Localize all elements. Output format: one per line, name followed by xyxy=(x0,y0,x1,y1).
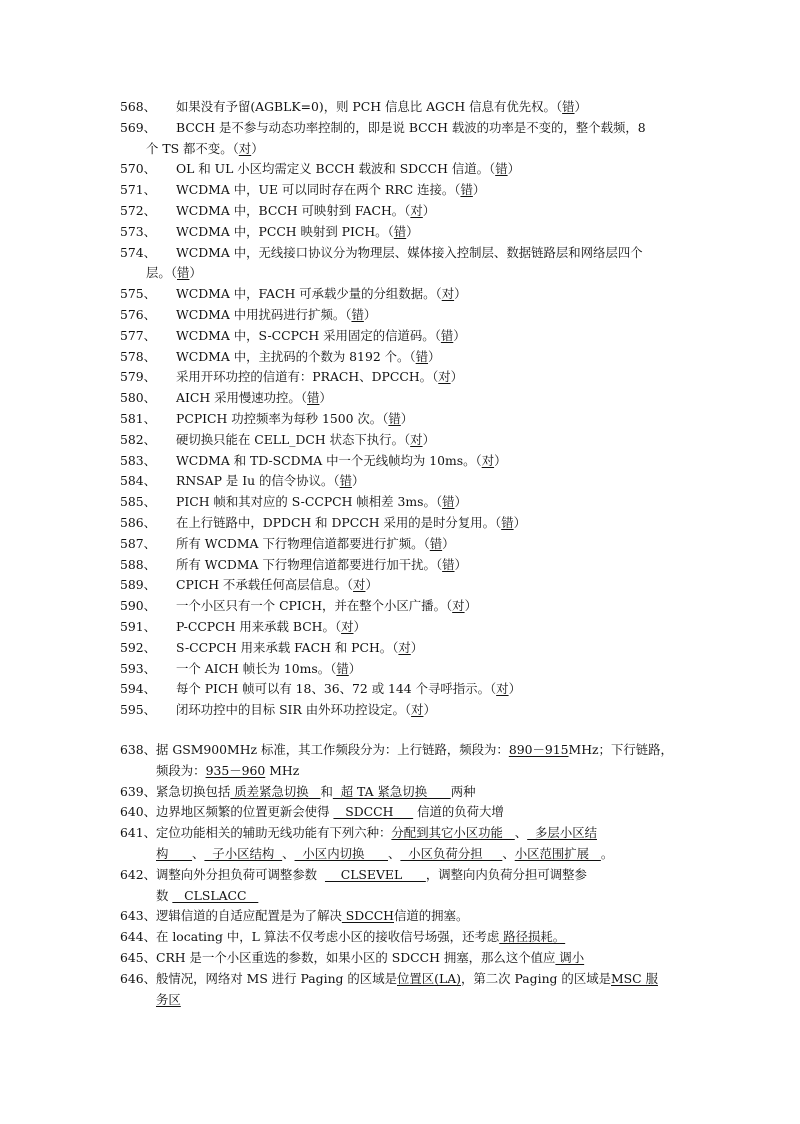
question-641: 641、 定位功能相关的辅助无线功能有下列六种：分配到其它小区功能 、 多层小区结 构 、 子小区结构 、 小区内切换 、 小区负荷分担 、小区范围扩展 。 xyxy=(120,825,614,861)
question-number: 586、 xyxy=(120,514,157,530)
answer-mark: 错 xyxy=(495,161,508,177)
question-item: 581、 PCPICH 功控频率为每秒 1500 次。（错） xyxy=(120,409,690,430)
question-number: 570、 xyxy=(120,161,157,177)
question-text: 闭环功控中的目标 SIR 由外环功控设定。 xyxy=(176,702,405,718)
question-text: 如果没有予留(AGBLK=0)，则 PCH 信息比 AGCH 信息有优先权。 xyxy=(176,99,556,114)
answer-mark: 错 xyxy=(339,473,352,489)
question-text: 一个 AICH 帧长为 10ms。 xyxy=(176,660,331,676)
question-item: 584、 RNSAP 是 Iu 的信令协议。（错） xyxy=(120,471,690,492)
question-text: 所有 WCDMA 下行物理信道都要进行加干扰。 xyxy=(176,556,436,572)
question-text: 一个小区只有一个 CPICH，并在整个小区广播。 xyxy=(176,598,446,614)
answer-mark: 对 xyxy=(353,577,366,593)
question-text: WCDMA 和 TD-SCDMA 中一个无线帧均为 10ms。 xyxy=(176,452,476,468)
answer-mark: 对 xyxy=(341,618,354,634)
answer-blank: 890－915 xyxy=(508,742,569,757)
answer-blank: 质差紧急切换 xyxy=(230,783,321,799)
question-item: 573、 WCDMA 中，PCCH 映射到 PICH。（错） xyxy=(120,222,690,243)
answer-blank: 子小区结构 xyxy=(204,845,283,861)
question-item: 591、 P-CCPCH 用来承载 BCH。（对） xyxy=(120,617,690,638)
question-642: 642、 调整向外分担负荷可调整参数 CLSEVEL ，调整向内负荷分担可调整参 数 CLSLACC xyxy=(120,866,587,903)
answer-mark: 对 xyxy=(496,681,509,697)
answer-mark: 对 xyxy=(398,639,411,655)
answer-mark: 错 xyxy=(442,494,455,510)
question-text: OL 和 UL 小区均需定义 BCCH 载波和 SDCCH 信道。 xyxy=(176,161,489,177)
question-text: 所有 WCDMA 下行物理信道都要进行扩频。 xyxy=(176,535,424,551)
question-item: 588、 所有 WCDMA 下行物理信道都要进行加干扰。（错） xyxy=(120,555,690,576)
question-item: 586、 在上行链路中，DPDCH 和 DPCCH 采用的是时分复用。（错） xyxy=(120,513,690,534)
question-number: 575、 xyxy=(120,286,157,302)
question-item: 568、 如果没有予留(AGBLK=0)，则 PCH 信息比 AGCH 信息有优先权。（错） xyxy=(120,97,690,118)
answer-blank: MSC 服 xyxy=(611,970,658,986)
answer-mark: 对 xyxy=(238,140,252,156)
question-number: 579、 xyxy=(120,369,157,385)
question-639: 639、 紧急切换包括 质差紧急切换 和 超 TA 紧急切换 两种 xyxy=(120,783,476,799)
question-number: 595、 xyxy=(120,702,157,718)
answer-mark: 对 xyxy=(411,702,424,718)
question-text: P-CCPCH 用来承载 BCH。 xyxy=(176,618,335,634)
question-number: 578、 xyxy=(120,348,157,364)
question-item: 582、 硬切换只能在 CELL_DCH 状态下执行。（对） xyxy=(120,430,690,451)
answer-blank: 小区范围扩展 xyxy=(514,845,601,861)
question-646: 646、 般情况，网络对 MS 进行 Paging 的区域是位置区(LA)，第二次 Paging 的区域是MSC 服 务区 xyxy=(120,970,658,1007)
question-text: WCDMA 中，主扰码的个数为 8192 个。 xyxy=(176,348,410,364)
question-text: WCDMA 中，PCCH 映射到 PICH。 xyxy=(176,223,388,239)
answer-blank: 构 xyxy=(156,845,193,861)
question-number: 594、 xyxy=(120,681,157,697)
question-text: WCDMA 中，FACH 可承载少量的分组数据。 xyxy=(176,286,436,302)
question-number: 585、 xyxy=(120,494,157,510)
answer-blank: 务区 xyxy=(156,991,181,1007)
question-item: 593、 一个 AICH 帧长为 10ms。（错） xyxy=(120,659,690,680)
question-text: WCDMA 中用扰码进行扩频。 xyxy=(176,306,346,322)
answer-mark: 错 xyxy=(460,182,473,198)
question-number: 571、 xyxy=(120,182,157,198)
question-item: 571、 WCDMA 中，UE 可以同时存在两个 RRC 连接。（错） xyxy=(120,180,690,201)
question-item: 574、 WCDMA 中，无线接口协议分为物理层、媒体接入控制层、数据链路层和网络层四个 层。（错） xyxy=(120,244,643,281)
question-text: PCPICH 功控频率为每秒 1500 次。 xyxy=(176,410,383,426)
question-item: 587、 所有 WCDMA 下行物理信道都要进行扩频。（错） xyxy=(120,534,690,555)
answer-blank: 分配到其它小区功能 xyxy=(391,825,515,841)
answer-mark: 对 xyxy=(410,202,423,218)
question-text: WCDMA 中，UE 可以同时存在两个 RRC 连接。 xyxy=(176,182,455,198)
question-number: 581、 xyxy=(120,410,157,426)
answer-mark: 对 xyxy=(441,286,455,302)
question-number: 583、 xyxy=(120,452,157,468)
question-text-continued: 层。 xyxy=(146,265,171,281)
question-number: 591、 xyxy=(120,618,157,634)
question-number: 573、 xyxy=(120,223,157,239)
question-text: CPICH 不承载任何高层信息。 xyxy=(176,577,347,593)
question-item: 577、 WCDMA 中，S-CCPCH 采用固定的信道码。（错） xyxy=(120,326,690,347)
question-item: 569、 BCCH 是不参与动态功率控制的，即是说 BCCH 载波的功率是不变的，整个载频，8 个 TS 都不变。（对） xyxy=(120,119,646,156)
question-item: 589、 CPICH 不承载任何高层信息。（对） xyxy=(120,575,690,596)
question-text: WCDMA 中，BCCH 可映射到 FACH。 xyxy=(176,202,405,218)
answer-mark: 错 xyxy=(440,327,454,343)
question-number: 568、 xyxy=(120,99,157,114)
question-640: 640、 边界地区频繁的位置更新会使得 SDCCH 信道的负荷大增 xyxy=(120,804,504,820)
question-item: 590、 一个小区只有一个 CPICH，并在整个小区广播。（对） xyxy=(120,596,690,617)
answer-blank: 调小 xyxy=(555,949,585,965)
answer-blank: SDCCH xyxy=(333,804,414,820)
question-number: 572、 xyxy=(120,202,157,218)
question-number: 592、 xyxy=(120,639,157,655)
question-text: WCDMA 中，无线接口协议分为物理层、媒体接入控制层、数据链路层和网络层四个 xyxy=(176,244,643,260)
question-item: 592、 S-CCPCH 用来承载 FACH 和 PCH。（对） xyxy=(120,638,690,659)
answer-mark: 对 xyxy=(481,452,495,468)
answer-mark: 错 xyxy=(442,556,455,572)
question-number: 584、 xyxy=(120,473,157,489)
fill-in-question-list xyxy=(120,740,690,1010)
question-item: 578、 WCDMA 中，主扰码的个数为 8192 个。（错） xyxy=(120,347,690,368)
answer-blank: 935－960 xyxy=(205,762,266,778)
question-text: BCCH 是不参与动态功率控制的，即是说 BCCH 载波的功率是不变的，整个载频，8 xyxy=(176,119,646,135)
question-number: 569、 xyxy=(120,119,157,135)
answer-mark: 错 xyxy=(415,348,429,364)
true-false-question-list xyxy=(120,97,690,721)
answer-mark: 错 xyxy=(562,99,575,114)
answer-blank: 小区负荷分担 xyxy=(400,845,503,861)
answer-mark: 对 xyxy=(438,369,451,385)
question-number: 587、 xyxy=(120,535,157,551)
question-item: 583、 WCDMA 和 TD-SCDMA 中一个无线帧均为 10ms。（对） xyxy=(120,451,690,472)
question-638: 638、 据 GSM900MHz 标准，其工作频段分为：上行链路，频段为：890－915MHz；下行链路， 频段为：935－960 MHz xyxy=(120,742,673,778)
question-text: S-CCPCH 用来承载 FACH 和 PCH。 xyxy=(176,639,393,655)
question-text: WCDMA 中，S-CCPCH 采用固定的信道码。 xyxy=(176,327,435,343)
question-item: 594、 每个 PICH 帧可以有 18、36、72 或 144 个寻呼指示。（对） xyxy=(120,679,690,700)
question-item: 585、 PICH 帧和其对应的 S-CCPCH 帧相差 3ms。（错） xyxy=(120,492,690,513)
answer-mark: 错 xyxy=(351,306,364,322)
question-number: 576、 xyxy=(120,306,157,322)
answer-mark: 对 xyxy=(410,431,423,447)
answer-blank: SDCCH xyxy=(341,908,394,924)
question-text: 在上行链路中，DPDCH 和 DPCCH 采用的是时分复用。 xyxy=(176,514,495,530)
question-text: AICH 采用慢速功控。 xyxy=(176,390,301,406)
answer-mark: 错 xyxy=(336,660,349,676)
question-643: 643、 逻辑信道的自适应配置是为了解决 SDCCH信道的拥塞。 xyxy=(120,908,469,924)
question-text: 每个 PICH 帧可以有 18、36、72 或 144 个寻呼指示。 xyxy=(176,681,490,697)
answer-mark: 错 xyxy=(307,390,320,406)
answer-mark: 错 xyxy=(429,535,443,551)
question-number: 589、 xyxy=(120,577,157,593)
question-text: 硬切换只能在 CELL_DCH 状态下执行。 xyxy=(176,431,404,447)
question-text: PICH 帧和其对应的 S-CCPCH 帧相差 3ms。 xyxy=(176,494,436,510)
answer-mark: 错 xyxy=(501,514,514,530)
answer-blank: 小区内切换 xyxy=(294,845,388,861)
question-item: 579、 采用开环功控的信道有：PRACH、DPCCH。（对） xyxy=(120,367,690,388)
answer-blank: 多层小区结 xyxy=(527,825,597,841)
question-text-continued: 个 TS 都不变。 xyxy=(146,140,233,156)
answer-blank: CLSEVEL xyxy=(324,866,426,882)
question-item: 595、 闭环功控中的目标 SIR 由外环功控设定。（对） xyxy=(120,700,690,721)
question-text: 采用开环功控的信道有：PRACH、DPCCH。 xyxy=(176,369,433,385)
question-item: 580、 AICH 采用慢速功控。（错） xyxy=(120,388,690,409)
answer-blank: 位置区(LA) xyxy=(396,970,462,986)
question-text: RNSAP 是 Iu 的信令协议。 xyxy=(176,473,334,489)
answer-mark: 对 xyxy=(452,598,465,614)
answer-mark: 错 xyxy=(388,410,401,426)
answer-blank: 路径损耗。 xyxy=(499,929,566,945)
answer-mark: 错 xyxy=(393,223,407,239)
question-item: 575、 WCDMA 中，FACH 可承载少量的分组数据。（对） xyxy=(120,284,690,305)
question-number: 593、 xyxy=(120,660,157,676)
question-number: 580、 xyxy=(120,390,157,406)
question-item: 576、 WCDMA 中用扰码进行扩频。（错） xyxy=(120,305,690,326)
answer-blank: 超 TA 紧急切换 xyxy=(332,783,451,799)
question-644: 644、 在 locating 中，L 算法不仅考虑小区的接收信号场强，还考虑 路径损耗。 xyxy=(120,929,566,945)
question-645: 645、 CRH 是一个小区重选的参数，如果小区的 SDCCH 拥塞，那么这个值应 调小 xyxy=(120,949,585,965)
question-number: 588、 xyxy=(120,556,157,572)
answer-blank: CLSLACC xyxy=(172,887,259,903)
question-item: 572、 WCDMA 中，BCCH 可映射到 FACH。（对） xyxy=(120,201,690,222)
question-number: 577、 xyxy=(120,327,157,343)
question-number: 590、 xyxy=(120,598,157,614)
question-number: 574、 xyxy=(120,244,157,260)
question-number: 582、 xyxy=(120,431,157,447)
question-item: 570、 OL 和 UL 小区均需定义 BCCH 载波和 SDCCH 信道。（错） xyxy=(120,159,690,180)
answer-mark: 错 xyxy=(176,265,190,281)
